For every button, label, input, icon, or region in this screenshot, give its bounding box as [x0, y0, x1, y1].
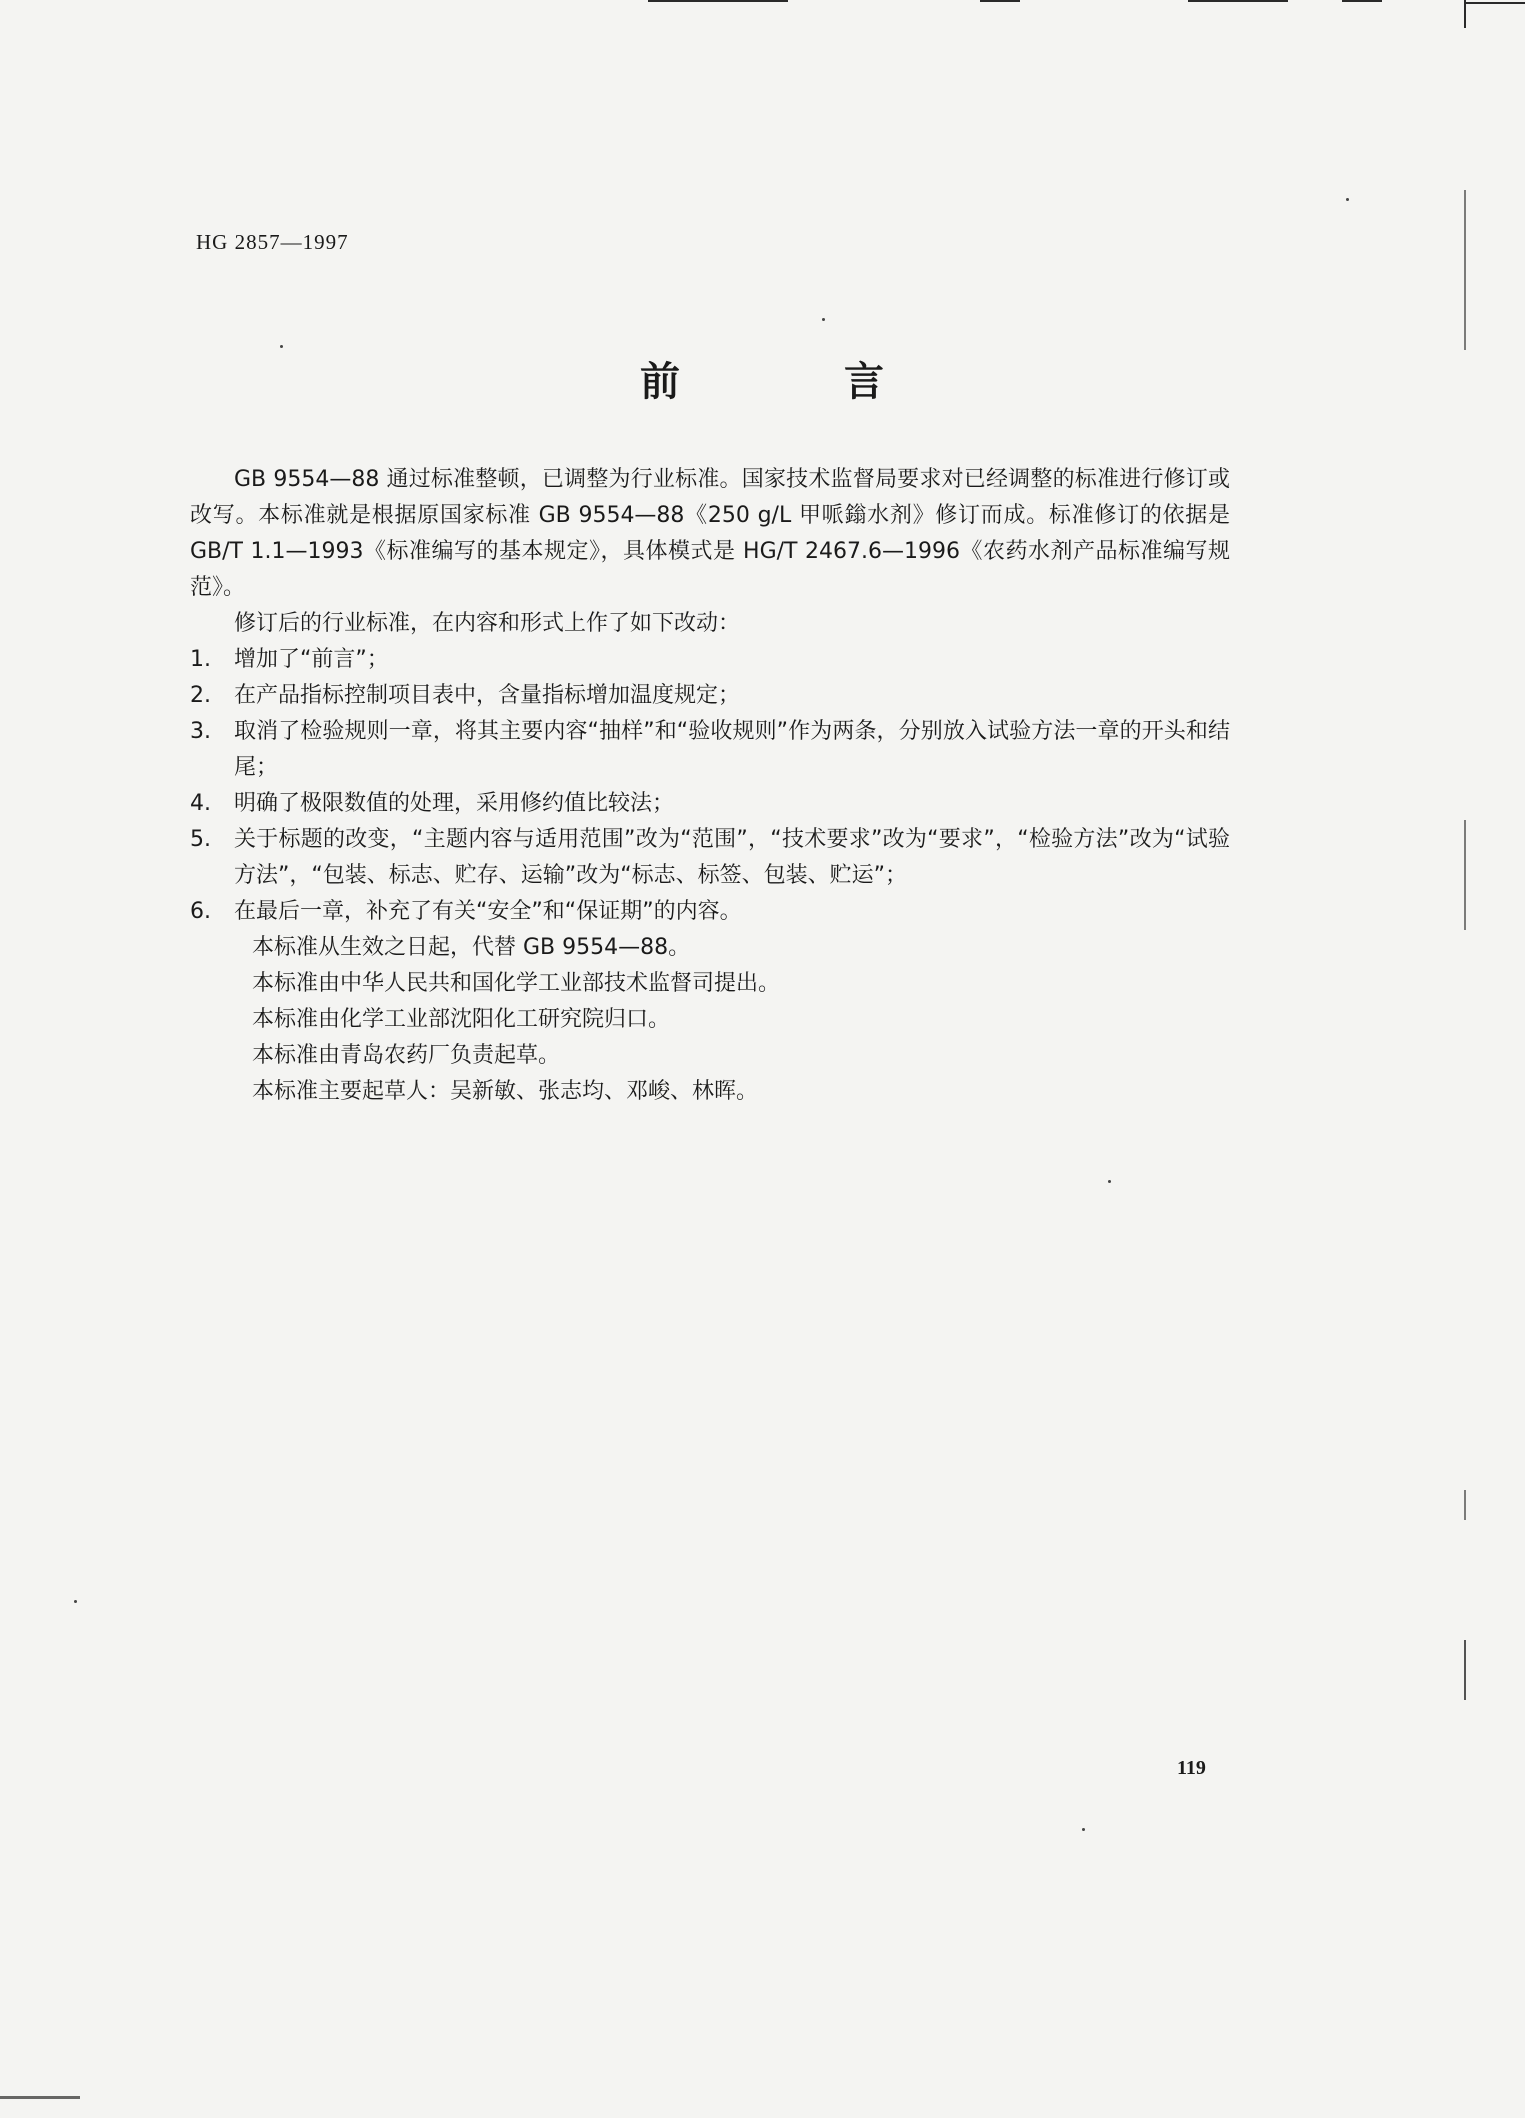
scan-artifact-bottom [0, 2096, 80, 2099]
scan-artifact-dot-3 [1108, 1180, 1111, 1183]
standard-code: HG 2857—1997 [196, 230, 349, 254]
scan-artifact-right-2 [1466, 2, 1525, 4]
list-item-number: 1. [190, 647, 211, 672]
scan-artifact-right-4 [1464, 820, 1466, 930]
closing-line-proposed-by: 本标准由中华人民共和国化学工业部技术监督司提出。 [252, 971, 781, 996]
closing-line-effective: 本标准从生效之日起，代替 GB 9554—88。 [252, 935, 691, 960]
page-title: 前 言 [640, 359, 946, 405]
closing-line-drafters: 本标准主要起草人：吴新敏、张志均、邓峻、林晖。 [252, 1079, 759, 1104]
closing-line-managed-by: 本标准由化学工业部沈阳化工研究院归口。 [252, 1007, 671, 1032]
list-item-text: 增加了“前言”； [234, 647, 389, 672]
scan-artifact-right-3 [1464, 190, 1466, 350]
list-item-text: 关于标题的改变，“主题内容与适用范围”改为“范围”，“技术要求”改为“要求”，“检验方法”改为“试验方法”，“包装、标志、贮存、运输”改为“标志、标签、包装、贮运”； [234, 827, 1230, 888]
list-item-text: 在产品指标控制项目表中，含量指标增加温度规定； [234, 683, 741, 708]
scan-artifact-right-1 [1464, 0, 1466, 28]
list-item [190, 678, 1230, 714]
scan-artifact-dot-1 [822, 318, 825, 321]
list-item-number: 6. [190, 899, 211, 924]
list-item [190, 822, 1230, 894]
document-body [190, 462, 1230, 1110]
list-item-number: 3. [190, 719, 211, 744]
scan-artifact-top-1 [648, 0, 788, 2]
list-item [190, 894, 1230, 930]
page-number: 119 [1177, 1757, 1206, 1779]
list-item-number: 5. [190, 827, 211, 852]
scan-artifact-right-6 [1464, 1640, 1466, 1700]
list-item [190, 786, 1230, 822]
scan-artifact-top-3 [1188, 0, 1288, 2]
intro-paragraph: GB 9554—88 通过标准整顿，已调整为行业标准。国家技术监督局要求对已经调整的标准进行修订或改写。本标准就是根据原国家标准 GB 9554—88《250 g/L 甲哌鎓水剂》修订而成。标准修订的依据是 GB/T 1.1—1993《标准编写的基本规定》，具体模式是 HG/T 2467.6—1996《农药水剂产品标准编写规范》。 [190, 467, 1230, 600]
list-item-text: 在最后一章，补充了有关“安全”和“保证期”的内容。 [234, 899, 742, 924]
closing-line-drafted-by: 本标准由青岛农药厂负责起草。 [252, 1043, 561, 1068]
scan-artifact-dot-2 [280, 345, 283, 348]
changes-intro: 修订后的行业标准，在内容和形式上作了如下改动： [234, 611, 741, 636]
list-item-number: 4. [190, 791, 211, 816]
list-item-number: 2. [190, 683, 211, 708]
scan-artifact-dot-6 [1346, 198, 1349, 201]
scan-artifact-top-2 [980, 0, 1020, 2]
scan-artifact-right-5 [1464, 1490, 1466, 1520]
list-item [190, 714, 1230, 786]
scan-artifact-top-4 [1342, 0, 1382, 2]
scan-artifact-dot-5 [74, 1600, 77, 1603]
list-item-text: 明确了极限数值的处理，采用修约值比较法； [234, 791, 675, 816]
list-item-text: 取消了检验规则一章，将其主要内容“抽样”和“验收规则”作为两条，分别放入试验方法一章的开头和结尾； [234, 719, 1230, 780]
scan-artifact-dot-4 [1082, 1828, 1085, 1831]
list-item [190, 642, 1230, 678]
